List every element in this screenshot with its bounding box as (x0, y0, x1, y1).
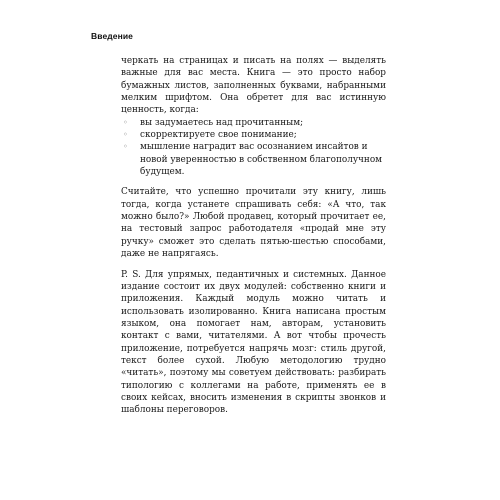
bullet-text: скорректируете свое понимание; (140, 130, 297, 141)
bullet-text: мышление наградит вас осознанием инсайтов и новой уверенностью в собственном благополучном будущем. (140, 142, 383, 178)
bullet-icon: ◦ (123, 130, 128, 140)
bullet-text: вы задумаетесь над прочитанным; (140, 117, 304, 128)
bullet-item (121, 141, 386, 178)
running-header: Введение (91, 31, 133, 41)
bullet-item (121, 129, 386, 141)
intro-paragraph: черкать на страницах и писать на полях — выделять важные для вас места. Книга — это просто набор бумажных листов, заполненных буквами, набранными мелким шрифтом. Она обретет для вас истинную ценность, когда: (121, 56, 386, 116)
paragraph-postscript: P. S. Для упрямых, педантичных и системных. Данное издание состоит их двух модулей: собственно книги и приложения. Каждый модуль можно читать и использовать изолированно. Книга написана простым языком, она помогает нам, авторам, установить контакт с вами, читателями. А вот чтобы прочесть приложение, потребуется напрячь мозг: стиль другой, текст более сухой. Любую методологию трудно «читать», поэтому мы советуем действовать: разбирать типологию с коллегами на работе, применять ее в своих кейсах, вносить изменения в скрипты звонков и шаблоны переговоров. (121, 269, 386, 416)
paragraph-read-success: Считайте, что успешно прочитали эту книгу, лишь тогда, когда устанете спрашивать себя: «А что, так можно было?» Любой продавец, который прочитает ее, на тестовый запрос работодателя «продай мне эту ручку» сможет это сделать пятью-шестью способами, даже не напрягаясь. (121, 187, 386, 260)
bullet-icon: ◦ (123, 117, 128, 127)
bullet-list (121, 117, 386, 179)
paragraph-gap (121, 178, 386, 186)
bullet-item (121, 117, 386, 129)
body-text (121, 55, 386, 417)
bullet-icon: ◦ (123, 142, 128, 152)
